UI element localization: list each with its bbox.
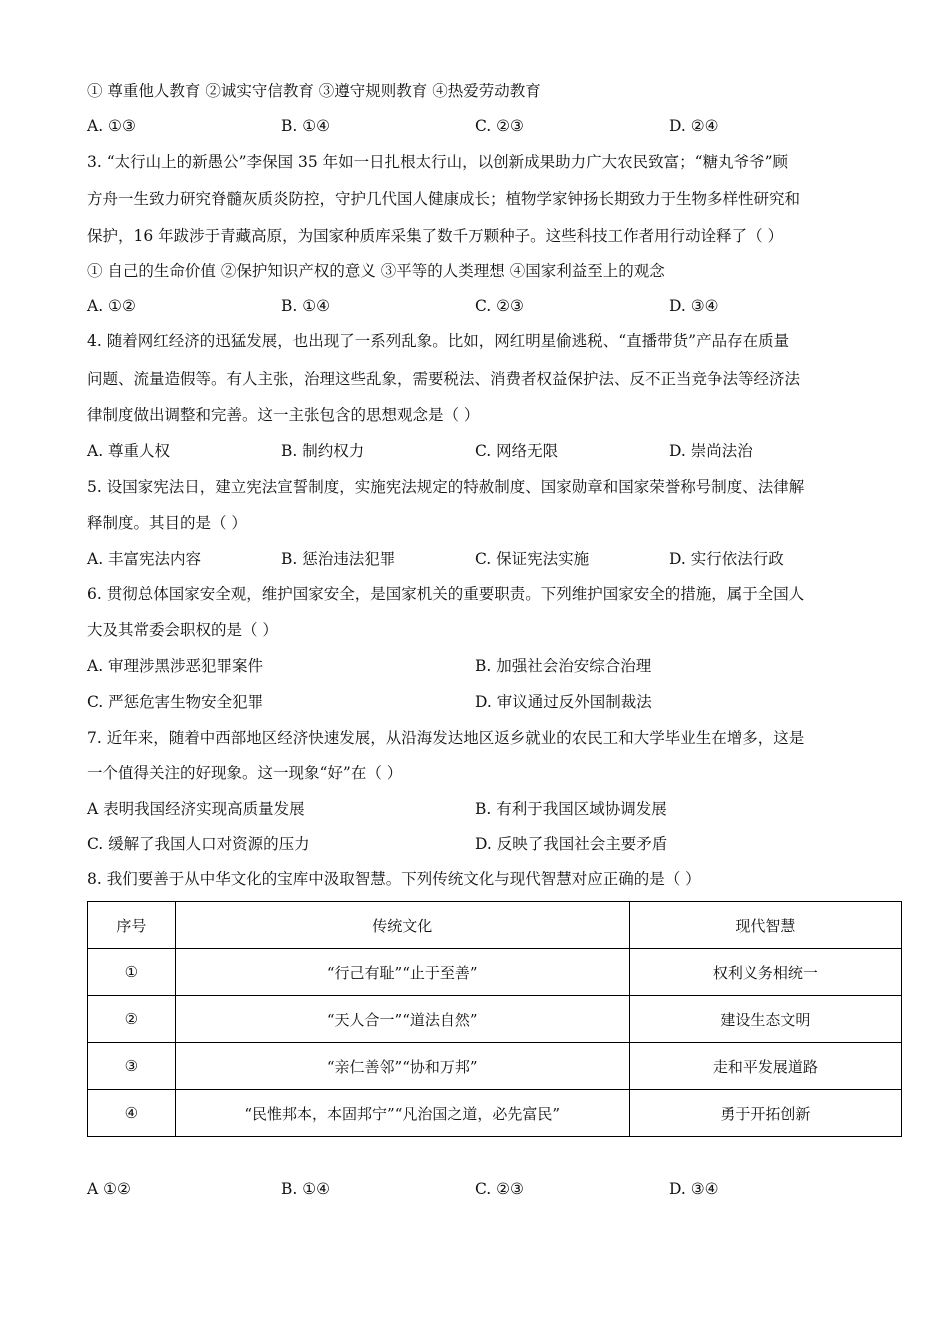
table-row [88, 949, 902, 996]
table-cell: 建设生态文明 [629, 996, 901, 1043]
q6-options-row-2 [87, 692, 867, 712]
table-cell: “亲仁善邻”“协和万邦” [175, 1043, 629, 1090]
q7-option-d[interactable]: D. 反映了我国社会主要矛盾 [475, 835, 668, 853]
q4-option-a[interactable]: A. 尊重人权 [87, 442, 171, 460]
table-cell: “民惟邦本，本固邦宁”“凡治国之道，必先富民” [175, 1090, 629, 1137]
table-header-row [88, 902, 902, 949]
q7-stem-line-2: 一个值得关注的好现象。这一现象“好”在（ ） [87, 764, 403, 782]
q3-items: ① 自己的生命价值 ②保护知识产权的意义 ③平等的人类理想 ④国家利益至上的观念 [87, 262, 665, 280]
q3-options [87, 296, 867, 316]
q6-option-a[interactable]: A. 审理涉黑涉恶犯罪案件 [87, 657, 264, 675]
q5-stem-line-2: 释制度。其目的是（ ） [87, 514, 247, 532]
table-row [88, 996, 902, 1043]
table-cell: ④ [88, 1090, 176, 1137]
q8-stem: 8. 我们要善于从中华文化的宝库中汲取智慧。下列传统文化与现代智慧对应正确的是（ ） [87, 870, 701, 888]
table-header-cell: 传统文化 [175, 902, 629, 949]
q2-option-c[interactable]: C. ②③ [475, 117, 524, 135]
q4-stem-line-1: 4. 随着网红经济的迅猛发展，也出现了一系列乱象。比如，网红明星偷逃税、“直播带货”产品存在质量 [87, 332, 790, 350]
table-cell: ① [88, 949, 176, 996]
q7-option-b[interactable]: B. 有利于我国区域协调发展 [475, 800, 667, 818]
q8-option-b[interactable]: B. ①④ [281, 1180, 331, 1198]
q6-options-row-1 [87, 656, 867, 676]
q8-option-a[interactable]: A ①② [87, 1180, 131, 1198]
q7-option-a[interactable]: A 表明我国经济实现高质量发展 [87, 800, 305, 818]
q5-option-a[interactable]: A. 丰富宪法内容 [87, 550, 202, 568]
q5-option-d[interactable]: D. 实行依法行政 [669, 550, 784, 568]
q3-option-d[interactable]: D. ③④ [669, 297, 719, 315]
q5-options [87, 549, 867, 569]
q3-stem-line-1: 3. “太行山上的新愚公”李保国 35 年如一日扎根太行山，以创新成果助力广大农民致富；“糖丸爷爷”顾 [87, 153, 788, 171]
q4-options [87, 441, 867, 461]
table-header-cell: 现代智慧 [629, 902, 901, 949]
table-cell: “行己有耻”“止于至善” [175, 949, 629, 996]
table-cell: 勇于开拓创新 [629, 1090, 901, 1137]
q3-option-a[interactable]: A. ①② [87, 297, 136, 315]
q7-options-row-1 [87, 799, 867, 819]
table-cell: “天人合一”“道法自然” [175, 996, 629, 1043]
q5-option-c[interactable]: C. 保证宪法实施 [475, 550, 590, 568]
q2-option-b[interactable]: B. ①④ [281, 117, 331, 135]
table-cell: ② [88, 996, 176, 1043]
q4-option-c[interactable]: C. 网络无限 [475, 442, 559, 460]
q7-option-c[interactable]: C. 缓解了我国人口对资源的压力 [87, 835, 310, 853]
table-cell: 权利义务相统一 [629, 949, 901, 996]
q8-options [87, 1179, 867, 1199]
q7-options-row-2 [87, 834, 867, 854]
q3-stem-line-2: 方舟一生致力研究脊髓灰质炎防控，守护几代国人健康成长；植物学家钟扬长期致力于生物多样性研究和 [87, 190, 801, 208]
q4-stem-line-3: 律制度做出调整和完善。这一主张包含的思想观念是（ ） [87, 406, 480, 424]
q6-option-c[interactable]: C. 严惩危害生物安全犯罪 [87, 693, 264, 711]
q6-option-d[interactable]: D. 审议通过反外国制裁法 [475, 693, 652, 711]
table-cell: ③ [88, 1043, 176, 1090]
q8-option-d[interactable]: D. ③④ [669, 1180, 719, 1198]
q8-table [87, 901, 902, 1137]
table-row [88, 1090, 902, 1137]
table-cell: 走和平发展道路 [629, 1043, 901, 1090]
q2-option-a[interactable]: A. ①③ [87, 117, 136, 135]
q2-items: ① 尊重他人教育 ②诚实守信教育 ③遵守规则教育 ④热爱劳动教育 [87, 82, 541, 100]
q5-stem-line-1: 5. 设国家宪法日，建立宪法宣誓制度，实施宪法规定的特赦制度、国家勋章和国家荣誉称号制度、法律解 [87, 478, 805, 496]
table-row [88, 1043, 902, 1090]
q4-option-d[interactable]: D. 崇尚法治 [669, 442, 753, 460]
q7-stem-line-1: 7. 近年来，随着中西部地区经济快速发展，从沿海发达地区返乡就业的农民工和大学毕业生在增多，这是 [87, 729, 805, 747]
q3-stem-line-3: 保护，16 年跋涉于青藏高原，为国家种质库采集了数千万颗种子。这些科技工作者用行动诠释了（ ） [87, 227, 784, 245]
q4-stem-line-2: 问题、流量造假等。有人主张，治理这些乱象，需要税法、消费者权益保护法、反不正当竞争法等经济法 [87, 370, 801, 388]
q8-option-c[interactable]: C. ②③ [475, 1180, 524, 1198]
q6-stem-line-2: 大及其常委会职权的是（ ） [87, 621, 278, 639]
q6-option-b[interactable]: B. 加强社会治安综合治理 [475, 657, 652, 675]
q3-option-b[interactable]: B. ①④ [281, 297, 331, 315]
q3-option-c[interactable]: C. ②③ [475, 297, 524, 315]
q6-stem-line-1: 6. 贯彻总体国家安全观，维护国家安全，是国家机关的重要职责。下列维护国家安全的措施，属于全国人 [87, 585, 805, 603]
q5-option-b[interactable]: B. 惩治违法犯罪 [281, 550, 396, 568]
table-header-cell: 序号 [88, 902, 176, 949]
q2-option-d[interactable]: D. ②④ [669, 117, 719, 135]
q4-option-b[interactable]: B. 制约权力 [281, 442, 365, 460]
q2-options [87, 116, 867, 136]
